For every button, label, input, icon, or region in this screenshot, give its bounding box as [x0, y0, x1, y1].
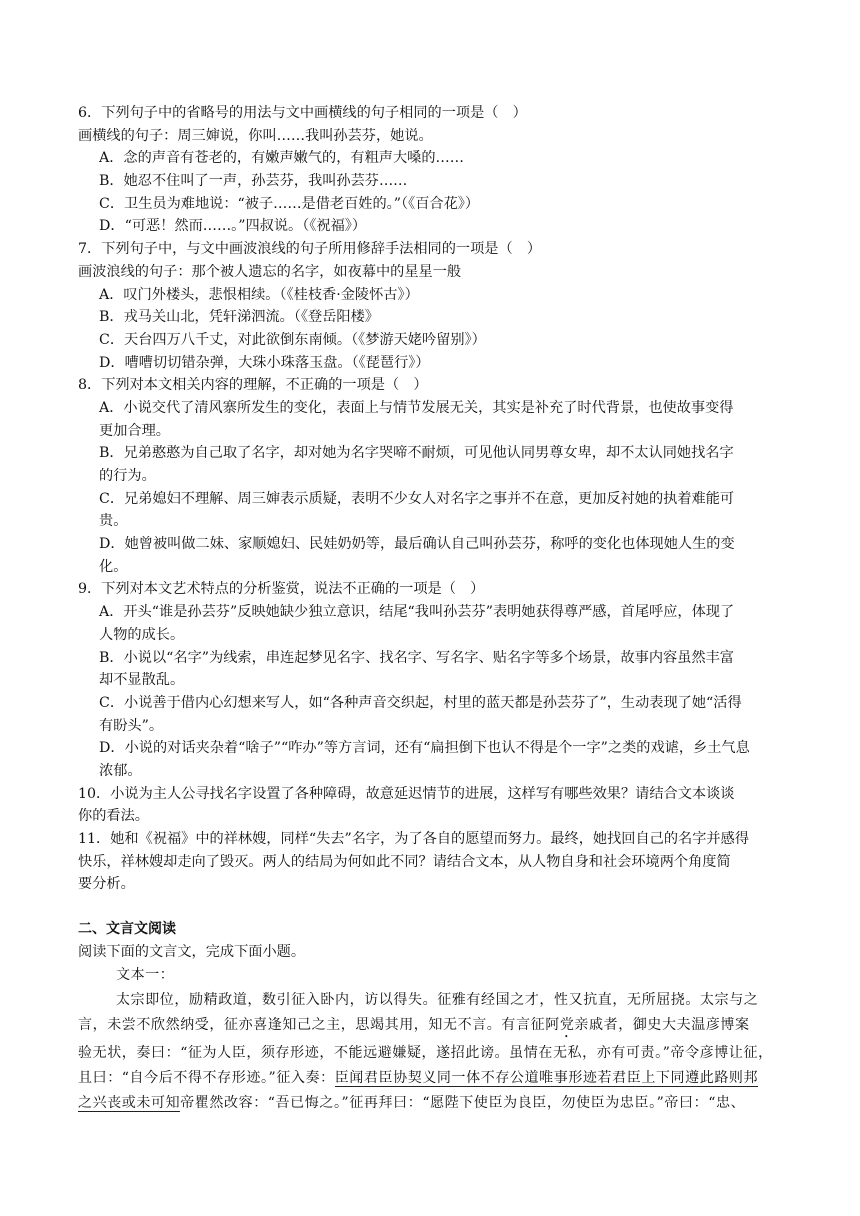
- question-6-option-d: D．“可恶！然而……。”四叔说。（《祝福》）: [99, 218, 367, 235]
- question-7-option-c: C．天台四万八千丈，对此欲倒东南倾。（《梦游天姥吟留别》）: [99, 331, 486, 348]
- classical-line-1: 太宗即位，励精政道，数引征入卧内，访以得失。征雅有经国之才，性又抗直，无所屈挠。太宗与之: [116, 992, 759, 1009]
- question-9-option-a-line1: A．开头“谁是孙芸芬”反映她缺少独立意识，结尾“我叫孙芸芬”表明她获得尊严感，首尾呼应，体现了: [99, 604, 735, 621]
- question-8-option-c-line1: C．兄弟媳妇不理解、周三婶表示质疑，表明不少女人对名字之事并不在意，更加反衬她的执着难能可: [99, 490, 735, 507]
- question-8-option-a: [78, 397, 784, 442]
- document-page: [78, 102, 784, 1116]
- section-2-heading: 二、文言文阅读: [78, 921, 176, 938]
- question-9-option-b: [78, 647, 784, 692]
- classical-line-5: [78, 1091, 784, 1116]
- question-8-option-d-line2: 化。: [99, 558, 128, 575]
- question-9-option-a: [78, 601, 784, 646]
- question-7-option-a: A．叹门外楼头，悲恨相续。（《桂枝香·金陵怀古》）: [99, 286, 419, 303]
- question-6-option-b: B．她忍不住叫了一声，孙芸芬，我叫孙芸芬……: [99, 173, 408, 190]
- underlined-sentence-part-2: 之兴丧或未可知: [78, 1095, 181, 1112]
- question-7-option-d: D．嘈嘈切切错杂弹，大珠小珠落玉盘。（《琵琶行》）: [99, 354, 430, 371]
- question-9-option-c-line1: C．小说善于借内心幻想来写人，如“各种声音交织起，村里的蓝天都是孙芸芬了”，生动表现了她“活得: [99, 694, 742, 711]
- question-11-line2: 快乐，祥林嫂却走向了毁灭。两人的结局为何如此不同？请结合文本，从人物自身和社会环境两个角度简: [78, 853, 731, 870]
- question-9-option-d-line2: 浓郁。: [99, 762, 142, 779]
- question-9-option-d: [78, 737, 784, 782]
- question-9-option-c-line2: 有盼头”。: [99, 717, 164, 734]
- underlined-sentence-part-1: 臣闻君臣协契义同一体不存公道唯事形迹若君臣上下同遵此路则邦: [334, 1070, 759, 1087]
- question-6-option-a: A．念的声音有苍老的，有嫩声嫩气的，有粗声大嗓的……: [99, 150, 464, 167]
- question-8-option-c: [78, 488, 784, 533]
- section-2-instruction: 阅读下面的文言文，完成下面小题。: [78, 943, 306, 960]
- classical-line-5-part-b: 帝瞿然改容：“吾已悔之。”征再拜曰：“愿陛下使臣为良臣，勿使臣为忠臣。”帝曰：“忠、: [180, 1095, 746, 1112]
- question-7-reference: 画波浪线的句子：那个被人遗忘的名字，如夜幕中的星星一般: [78, 263, 462, 280]
- question-10-line2: 你的看法。: [78, 808, 149, 825]
- question-9-option-d-line1: D．小说的对话夹杂着“啥子”“咋办”等方言词，还有“扁担倒下也认不得是个一字”之类的戏谑，乡土气息: [99, 740, 750, 757]
- question-8-option-c-line2: 贵。: [99, 513, 128, 530]
- emphasized-character: 党: [559, 1017, 575, 1034]
- classical-text-label: 文本一：: [116, 967, 175, 984]
- question-10-line1: 10．小说为主人公寻找名字设置了各种障碍，故意延迟情节的进展，这样写有哪些效果？请结合文本谈谈: [78, 785, 735, 802]
- question-8-option-b-line1: B．兄弟憨憨为自己取了名字，却对她为名字哭啼不耐烦，可见他认同男尊女卑，却不太认同她找名字: [99, 445, 734, 462]
- question-9-option-c: [78, 692, 784, 737]
- question-8-option-a-line2: 更加合理。: [99, 422, 170, 439]
- question-8-option-a-line1: A．小说交代了清风寨所发生的变化，表面上与情节发展无关，其实是补充了时代背景，也使故事变得: [99, 399, 734, 416]
- question-8-stem: 8．下列对本文相关内容的理解，不正确的一项是（ ）: [78, 377, 428, 394]
- question-6-stem: 6．下列句子中的省略号的用法与文中画横线的句子相同的一项是（ ）: [78, 105, 527, 121]
- question-9-stem: 9．下列对本文艺术特点的分析鉴赏，说法不正确的一项是（ ）: [78, 581, 485, 598]
- question-11-line3: 要分析。: [78, 876, 135, 893]
- classical-line-2-part-a: 言，未尝不欣然纳受，征亦喜逢知己之主，思竭其用，知无不言。有言征阿: [78, 1017, 560, 1034]
- question-7-option-b: B．戎马关山北，凭轩涕泗流。（《登岳阳楼》: [99, 309, 379, 326]
- question-9-option-b-line1: B．小说以“名字”为线索，串连起梦见名字、找名字、写名字、贴名字等多个场景，故事内容虽然丰富: [99, 649, 734, 666]
- question-6-option-c: C．卫生员为难地说：“被子……是借老百姓的。”（《百合花》）: [99, 195, 480, 212]
- question-7-stem: 7．下列句子中，与文中画波浪线的句子所用修辞手法相同的一项是（ ）: [78, 241, 542, 258]
- classical-line-2: [78, 1013, 784, 1041]
- classical-text: [78, 963, 784, 1116]
- question-8-option-b-line2: 的行为。: [99, 468, 156, 484]
- question-8-option-b: [78, 442, 784, 487]
- question-6-reference: [78, 125, 784, 148]
- classical-line-4-part-a: 且曰：“自今后不得不存形迹。”征入奏：: [78, 1070, 335, 1087]
- classical-line-3: 验无状，奏曰：“征为人臣，须存形迹，不能远避嫌疑，遂招此谤。虽情在无私，亦有可责。”帝令彦博让征，: [78, 1045, 773, 1062]
- question-8-option-d-line1: D．她曾被叫做二妹、家顺媳妇、民娃奶奶等，最后确认自己叫孙芸芬，称呼的变化也体现她人生的变: [99, 536, 735, 553]
- question-9-option-b-line2: 却不显散乱。: [99, 672, 185, 689]
- classical-line-2-part-b: 亲戚者，御史大夫温彦博案: [574, 1017, 750, 1034]
- section-spacer: [78, 896, 784, 918]
- classical-line-4: [78, 1066, 784, 1091]
- question-6-reference-text: 画横线的句子：周三婶说，你叫……我叫孙芸芬，她说。: [78, 127, 433, 144]
- question-9-option-a-line2: 人物的成长。: [99, 626, 185, 643]
- question-8-option-d: [78, 533, 784, 578]
- question-11-line1: 11．她和《祝福》中的祥林嫂，同样“失去”名字，为了各自的愿望而努力。最终，她找回自己的名字并感得: [78, 831, 750, 847]
